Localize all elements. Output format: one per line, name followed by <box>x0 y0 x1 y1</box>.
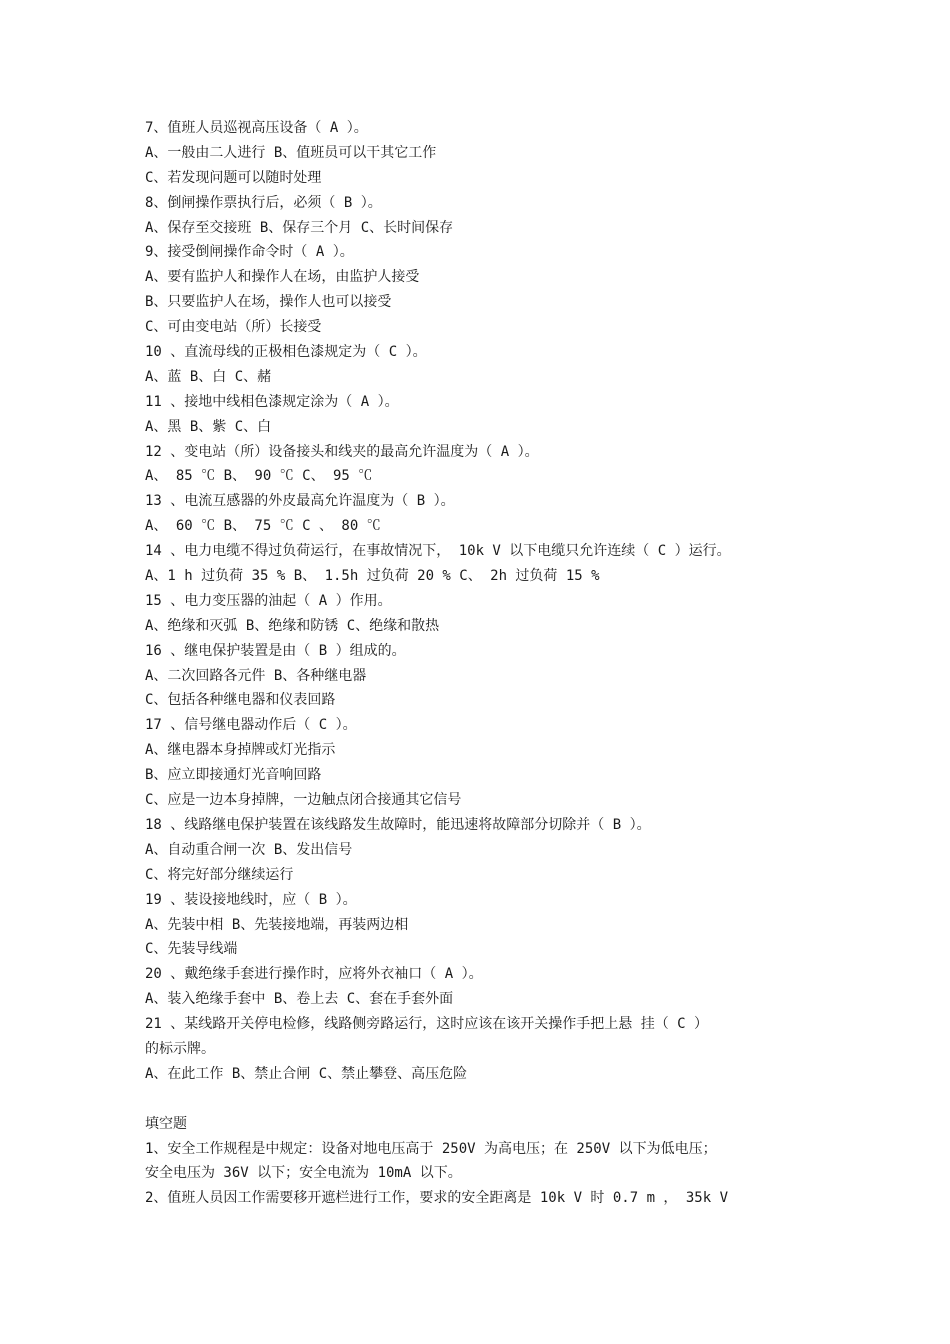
text-line: A、蓝 B、白 C、赭 <box>145 368 272 385</box>
text-line: 安全电压为 36V 以下；安全电流为 10mA 以下。 <box>145 1165 462 1182</box>
text-line: 1、安全工作规程是中规定：设备对地电压高于 250V 为高电压；在 250V 以下为低电压； <box>145 1140 717 1157</box>
text-line: 15 、电力变压器的油起（ A ）作用。 <box>145 592 392 609</box>
text-line: A、先装中相 B、先装接地端，再装两边相 <box>145 916 409 933</box>
text-line: A、装入绝缘手套中 B、卷上去 C、套在手套外面 <box>145 991 454 1008</box>
blank-line <box>145 1087 825 1112</box>
text-line: 16 、继电保护装置是由（ B ）组成的。 <box>145 642 406 659</box>
text-line: C、将完好部分继续运行 <box>145 866 294 883</box>
text-line: A、继电器本身掉牌或灯光指示 <box>145 742 336 759</box>
text-line: A、黑 B、紫 C、白 <box>145 418 272 435</box>
text-line: A、在此工作 B、禁止合闸 C、禁止攀登、高压危险 <box>145 1065 468 1082</box>
text-line: A、绝缘和灭弧 B、绝缘和防锈 C、绝缘和散热 <box>145 617 440 634</box>
section-title-fill-in-blank: 填空题 <box>145 1115 187 1132</box>
text-line: C、先装导线端 <box>145 941 238 958</box>
text-line: 9、接受倒闸操作命令时（ A ）。 <box>145 244 354 261</box>
text-line: 的标示牌。 <box>145 1040 215 1057</box>
text-line: 14 、电力电缆不得过负荷运行，在事故情况下， 10k V 以下电缆只允许连续（ C ）运行。 <box>145 543 731 560</box>
text-line: A、 85 ℃ B、 90 ℃ C、 95 ℃ <box>145 468 373 485</box>
text-line: 8、倒闸操作票执行后，必须（ B ）。 <box>145 194 382 211</box>
text-line: A、二次回路各元件 B、各种继电器 <box>145 667 367 684</box>
text-line: A、一般由二人进行 B、值班员可以干其它工作 <box>145 144 437 161</box>
text-line: 20 、戴绝缘手套进行操作时，应将外衣袖口（ A ）。 <box>145 966 483 983</box>
text-line: 10 、直流母线的正极相色漆规定为（ C ）。 <box>145 344 427 361</box>
text-line: 17 、信号继电器动作后（ C ）。 <box>145 717 357 734</box>
text-line: C、应是一边本身掉牌，一边触点闭合接通其它信号 <box>145 792 462 809</box>
text-line: B、应立即接通灯光音响回路 <box>145 767 322 784</box>
text-line: C、可由变电站（所）长接受 <box>145 319 322 336</box>
text-line: 2、值班人员因工作需要移开遮栏进行工作，要求的安全距离是 10k V 时 0.7 m ， 35k V <box>145 1190 729 1207</box>
text-line: C、若发现问题可以随时处理 <box>145 169 322 186</box>
multiple-choice-questions <box>145 116 825 1087</box>
text-line: 21 、某线路开关停电检修，线路侧旁路运行，这时应该在该开关操作手把上悬 挂（ C ） <box>145 1016 708 1033</box>
text-line: A、自动重合闸一次 B、发出信号 <box>145 841 353 858</box>
text-line: B、只要监护人在场，操作人也可以接受 <box>145 294 392 311</box>
fill-in-blank-questions <box>145 1137 825 1212</box>
text-line: A、要有监护人和操作人在场，由监护人接受 <box>145 269 420 286</box>
text-line: 19 、装设接地线时，应（ B ）。 <box>145 891 357 908</box>
text-line: A、保存至交接班 B、保存三个月 C、长时间保存 <box>145 219 454 236</box>
text-line: 12 、变电站（所）设备接头和线夹的最高允许温度为（ A ）。 <box>145 443 539 460</box>
text-line: 7、值班人员巡视高压设备（ A ）。 <box>145 120 368 136</box>
text-line: 13 、电流互感器的外皮最高允许温度为（ B ）。 <box>145 493 455 510</box>
text-line: 18 、线路继电保护装置在该线路发生故障时，能迅速将故障部分切除并（ B ）。 <box>145 816 651 833</box>
text-line: A、 60 ℃ B、 75 ℃ C 、 80 ℃ <box>145 518 381 535</box>
text-line: 11 、接地中线相色漆规定涂为（ A ）。 <box>145 393 399 410</box>
text-line: A、1 h 过负荷 35 % B、 1.5h 过负荷 20 % C、 2h 过负荷 15 % <box>145 568 600 585</box>
text-line: C、包括各种继电器和仪表回路 <box>145 692 336 709</box>
document-page <box>145 116 825 1211</box>
